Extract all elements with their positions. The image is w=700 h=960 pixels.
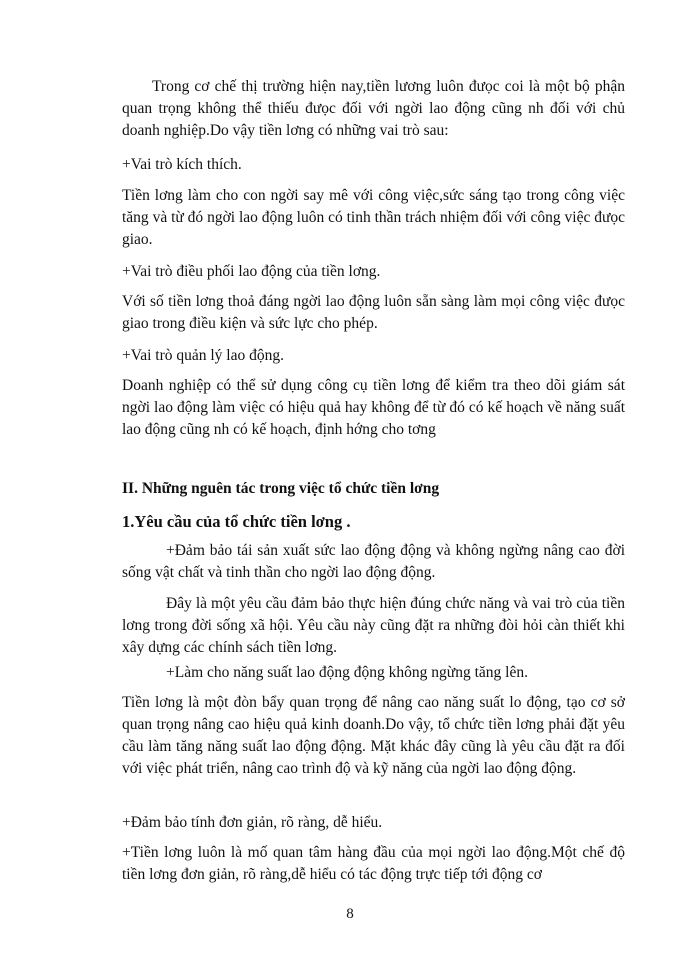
paragraph-requirement-1-detail: Đây là một yêu cầu đảm bảo thực hiện đúng chức năng và vai trò của tiền lơng trong đời sống xã hội. Yêu cầu này cũng đặt ra những đòi hỏi càn thiết khi xây dựng các chính sách tiền lơng. xyxy=(122,595,625,656)
paragraph-intro: Trong cơ chế thị trường hiện nay,tiền lương luôn đưọc coi là một bộ phận quan trọng không thể thiếu đưọc đối với ngời lao động cũng nh đối với chủ doanh nghiệp.Do vậy tiền lơng có những vai trò sau: xyxy=(122,78,625,139)
paragraph-role-management-heading: +Vai trò quản lý lao động. xyxy=(122,347,284,364)
subheading: 1.Yêu cầu của tổ chức tiền lơng . xyxy=(122,512,351,531)
paragraph-requirement-2-detail: Tiền lơng là một đòn bẩy quan trọng để nâng cao năng suất lo động, tạo cơ sở quan trọng nâng cao hiệu quả kinh doanh.Do vậy, tổ chức tiền lơng phải đặt yêu cầu làm tăng năng suất lao động động. Mặt khác đây cũng là yêu cầu đặt ra đối với việc phát triển, nâng cao trình độ và kỹ năng của ngời lao động động. xyxy=(122,694,625,777)
paragraph-requirement-1: +Đảm bảo tái sản xuất sức lao động động và không ngừng nâng cao đời sống vật chất và tinh thần cho ngời lao động động. xyxy=(122,542,625,581)
paragraph-role-coordination-heading: +Vai trò điều phối lao động của tiền lơng. xyxy=(122,263,381,280)
paragraph-requirement-3: +Đảm bảo tính đơn giản, rõ ràng, dễ hiểu. xyxy=(122,814,383,831)
section-heading: II. Những nguên tác trong việc tổ chức tiền lơng xyxy=(122,480,440,497)
page-number: 8 xyxy=(346,906,354,922)
paragraph-requirement-2: +Làm cho năng suất lao động động không ngừng tăng lên. xyxy=(166,664,528,681)
paragraph-role-stimulus-heading: +Vai trò kích thích. xyxy=(122,156,242,173)
paragraph-role-coordination: Với số tiền lơng thoả đáng ngời lao động luôn sẵn sàng làm mọi công việc đưọc giao trong điều kiện và sức lực cho phép. xyxy=(122,293,625,332)
paragraph-role-management: Doanh nghiệp có thể sử dụng công cụ tiền lơng để kiểm tra theo dõi giám sát ngời lao động làm việc có hiệu quả hay không để từ đó có kế hoạch về năng suất lao động cũng nh có kế hoạch, định hớng cho tơng xyxy=(122,377,625,438)
paragraph-role-stimulus: Tiền lơng làm cho con ngời say mê với công việc,sức sáng tạo trong công việc tăng và từ đó ngời lao động luôn có tinh thần trách nhiệm đối với công việc đưọc giao. xyxy=(122,187,625,248)
paragraph-requirement-3-detail: +Tiền lơng luôn là mố quan tâm hàng đầu của mọi ngời lao động.Một chế độ tiền lơng đơn giản, rõ ràng,dễ hiểu có tác động trực tiếp tới động cơ xyxy=(122,844,625,883)
